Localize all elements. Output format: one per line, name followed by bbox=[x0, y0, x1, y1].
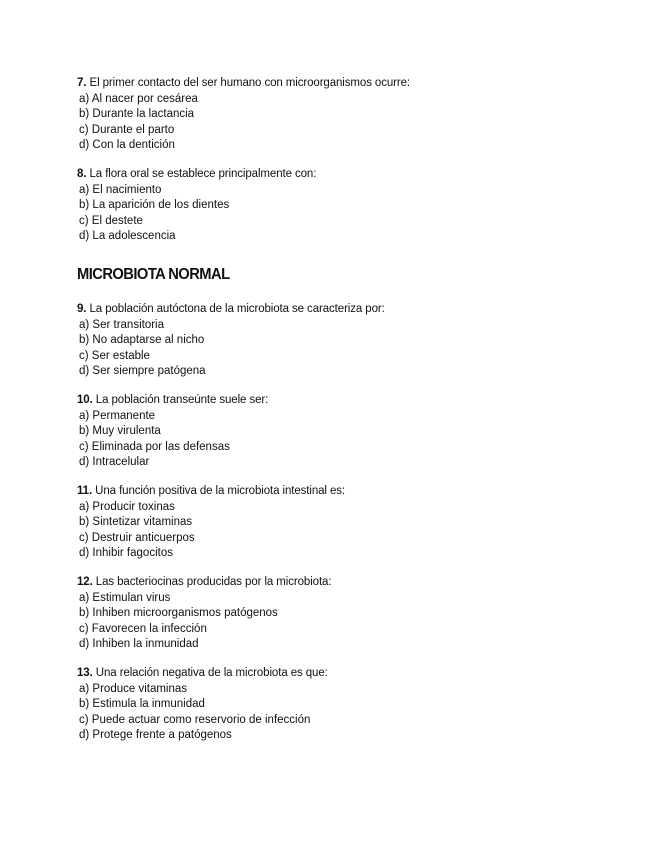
question-text bbox=[77, 167, 316, 183]
question-number: 9. bbox=[77, 303, 87, 315]
question-stem: Una función positiva de la microbiota intestinal es: bbox=[95, 485, 346, 497]
option-d: d) Intracelular bbox=[79, 456, 150, 468]
option-a: a) Producir toxinas bbox=[79, 500, 175, 513]
option-d: d) Protege frente a patógenos bbox=[79, 729, 232, 741]
question-10 bbox=[77, 393, 268, 471]
option-d: d) Inhibir fagocitos bbox=[79, 547, 173, 559]
question-7 bbox=[77, 76, 410, 154]
option-c: c) El destete bbox=[79, 214, 143, 227]
question-stem: La población autóctona de la microbiota se caracteriza por: bbox=[89, 303, 385, 315]
option-b: b) No adaptarse al nicho bbox=[79, 334, 205, 346]
question-number: 10. bbox=[77, 394, 93, 406]
question-stem: Las bacteriocinas producidas por la microbiota: bbox=[95, 576, 332, 588]
question-11 bbox=[77, 484, 345, 562]
question-stem: La población transeúnte suele ser: bbox=[95, 394, 269, 406]
option-b: b) La aparición de los dientes bbox=[79, 199, 230, 211]
option-b: b) Durante la lactancia bbox=[79, 108, 195, 120]
option-c: c) Ser estable bbox=[79, 349, 150, 362]
option-c: c) Durante el parto bbox=[79, 123, 175, 136]
option-d: d) Con la dentición bbox=[79, 139, 175, 151]
option-a: a) Al nacer por cesárea bbox=[79, 92, 198, 105]
option-b: b) Sintetizar vitaminas bbox=[79, 516, 193, 528]
question-number: 13. bbox=[77, 667, 93, 679]
option-d: d) Ser siempre patógena bbox=[79, 365, 206, 377]
question-9 bbox=[77, 302, 385, 380]
question-text bbox=[77, 76, 410, 92]
option-c: c) Favorecen la infección bbox=[79, 622, 207, 635]
section-heading: MICROBIOTA NORMAL bbox=[77, 266, 230, 283]
question-text bbox=[77, 393, 268, 409]
question-text bbox=[77, 575, 331, 591]
question-text bbox=[77, 302, 385, 318]
question-number: 12. bbox=[77, 576, 93, 588]
option-c: c) Destruir anticuerpos bbox=[79, 531, 195, 544]
question-13 bbox=[77, 666, 328, 744]
question-number: 11. bbox=[77, 485, 93, 497]
question-number: 8. bbox=[77, 168, 87, 180]
question-12 bbox=[77, 575, 331, 653]
option-b: b) Muy virulenta bbox=[79, 425, 161, 437]
question-stem: Una relación negativa de la microbiota es que: bbox=[95, 667, 328, 679]
option-a: a) El nacimiento bbox=[79, 183, 162, 196]
option-a: a) Estimulan virus bbox=[79, 591, 171, 604]
question-text bbox=[77, 666, 328, 682]
option-d: d) La adolescencia bbox=[79, 230, 176, 242]
option-d: d) Inhiben la inmunidad bbox=[79, 638, 199, 650]
option-c: c) Eliminada por las defensas bbox=[79, 440, 230, 453]
option-a: a) Ser transitoria bbox=[79, 318, 165, 331]
question-number: 7. bbox=[77, 77, 87, 89]
question-stem: El primer contacto del ser humano con microorganismos ocurre: bbox=[89, 77, 411, 89]
option-a: a) Permanente bbox=[79, 409, 156, 422]
question-stem: La flora oral se establece principalmente con: bbox=[89, 168, 317, 180]
option-b: b) Estimula la inmunidad bbox=[79, 698, 205, 710]
option-c: c) Puede actuar como reservorio de infección bbox=[79, 713, 311, 726]
question-8 bbox=[77, 167, 316, 245]
option-a: a) Produce vitaminas bbox=[79, 682, 188, 695]
question-text bbox=[77, 484, 345, 500]
option-b: b) Inhiben microorganismos patógenos bbox=[79, 607, 278, 619]
